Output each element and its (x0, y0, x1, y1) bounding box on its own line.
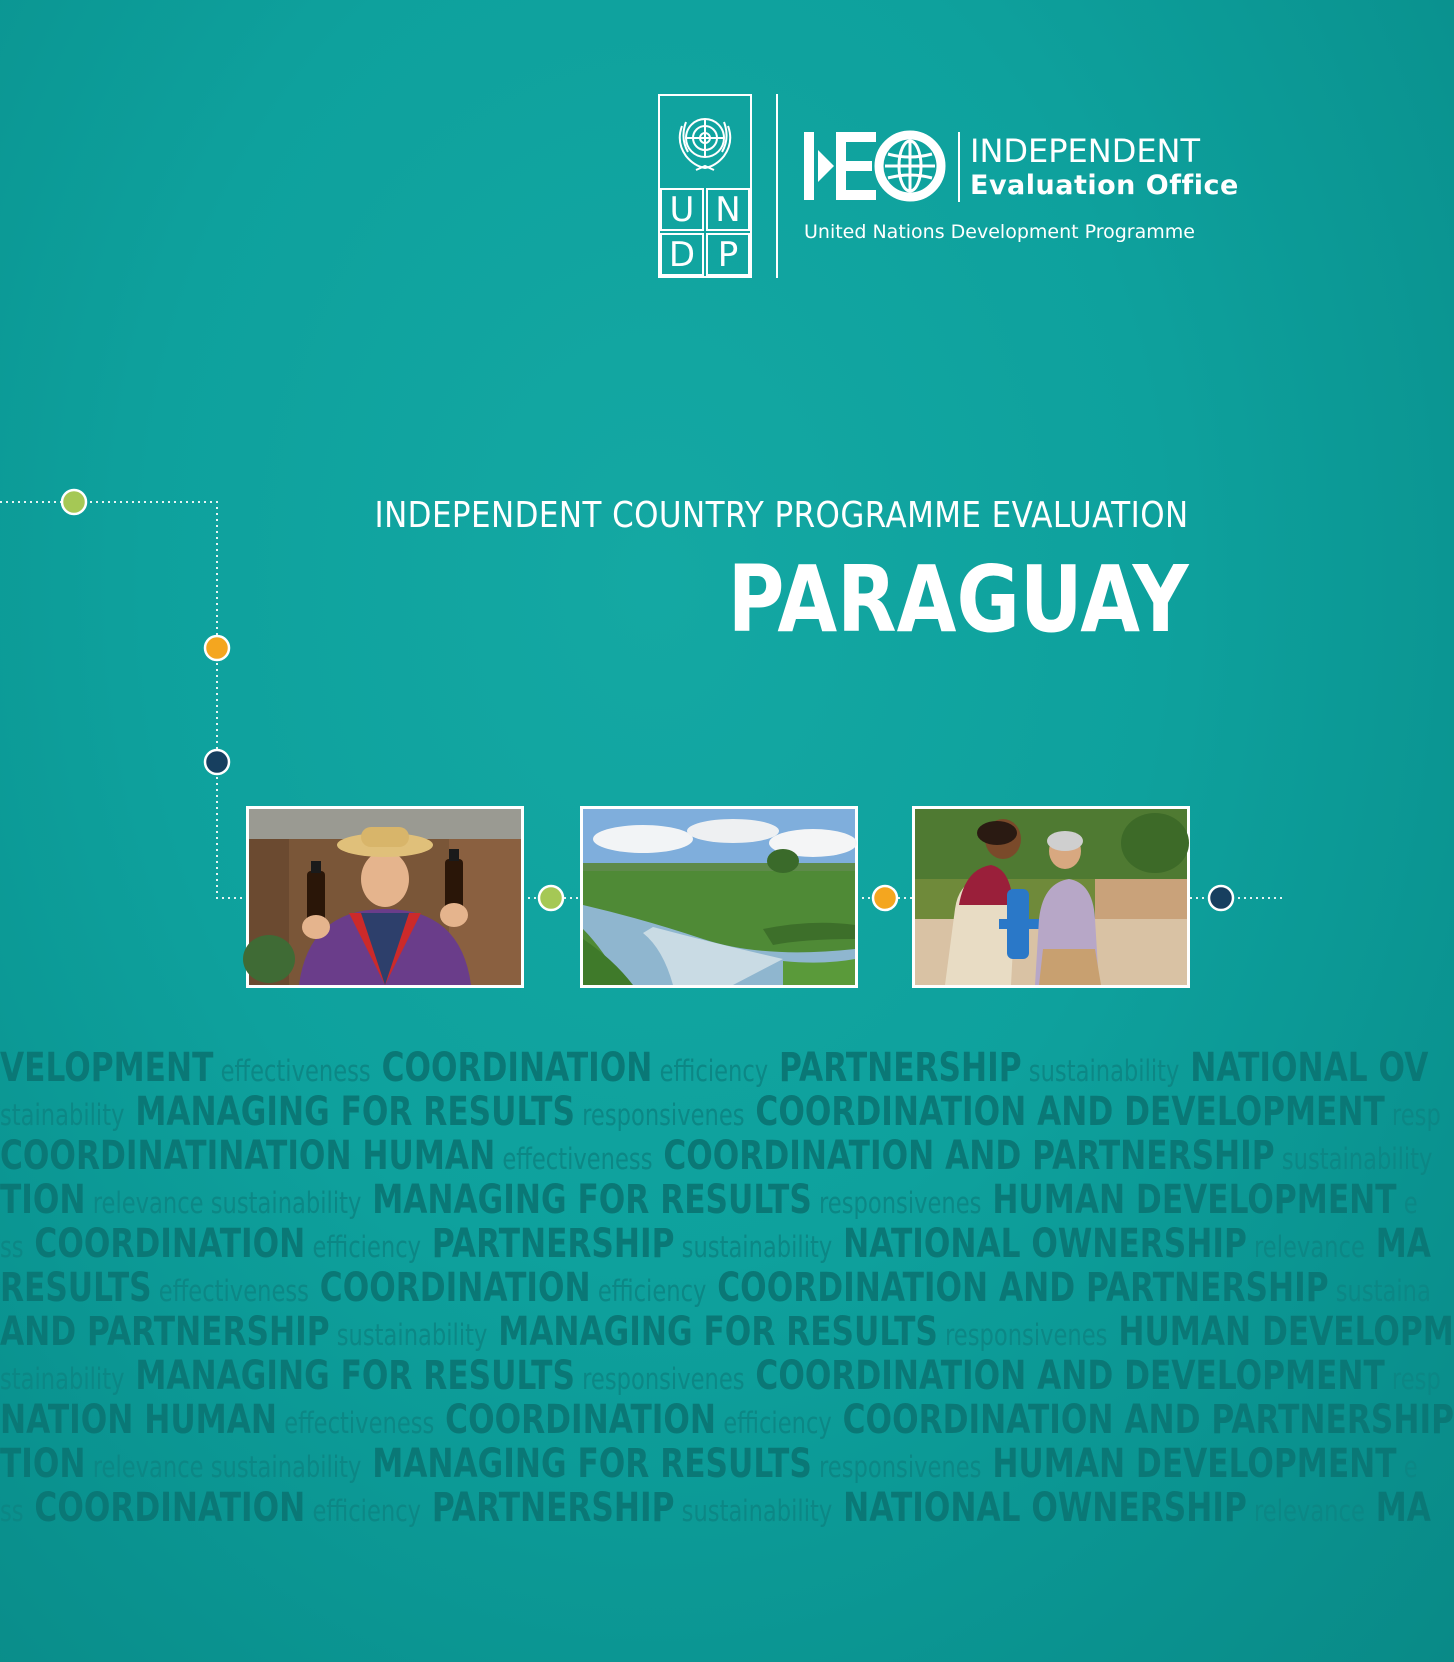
word-cloud-term: MA (1364, 1485, 1431, 1531)
report-title: PARAGUAY (728, 546, 1189, 653)
word-cloud-row (0, 1134, 1432, 1181)
word-cloud-term: effectiveness (151, 1274, 309, 1308)
word-cloud-term: responsivenes (574, 1362, 745, 1396)
word-cloud-row (0, 1222, 1431, 1269)
word-cloud-term: NATIONAL OV (1179, 1045, 1429, 1091)
word-cloud-term: COORDINATION AND DEVELOPMENT (744, 1353, 1385, 1399)
word-cloud-term: COORDINATION (434, 1397, 717, 1443)
word-cloud-term: effectiveness (276, 1406, 435, 1440)
word-cloud-row (0, 1178, 1418, 1225)
word-cloud-term: AND PARTNERSHIP (0, 1309, 330, 1355)
word-cloud-term: responsivenes (811, 1450, 982, 1484)
green-dot-icon (539, 886, 563, 910)
green-dot-icon (62, 490, 86, 514)
word-cloud-term: COORDINATINATION HUMAN (0, 1133, 496, 1179)
word-cloud-term: ss (0, 1494, 24, 1528)
word-cloud-term: COORDINATION AND PARTNERSHIP (706, 1265, 1329, 1311)
word-cloud-term: PARTNERSHIP (768, 1045, 1022, 1091)
word-cloud-term: sustainability (674, 1230, 833, 1264)
word-cloud-row (0, 1398, 1454, 1445)
word-cloud-term: COORDINATION AND PARTNERSHIP (652, 1133, 1275, 1179)
word-cloud-row (0, 1310, 1454, 1357)
word-cloud-term: efficiency (716, 1406, 832, 1440)
undp-letter: U (660, 188, 704, 231)
photo-river-landscape (580, 806, 858, 988)
word-cloud-term: stainability (0, 1362, 125, 1396)
word-cloud-term: HUMAN DEVELOPMENT (981, 1177, 1397, 1223)
ieo-organization: United Nations Development Programme (804, 221, 1195, 243)
word-cloud-term: COORDINATION AND PARTNERSHIP (831, 1397, 1454, 1443)
word-cloud-term: COORDINATION AND DEVELOPMENT (744, 1089, 1385, 1135)
orange-dot-icon (873, 886, 897, 910)
word-cloud-term: sustainability (1021, 1054, 1180, 1088)
ieo-name-line1: INDEPENDENT (970, 132, 1201, 170)
word-cloud-term: MANAGING FOR RESULTS (487, 1309, 938, 1355)
word-cloud-row (0, 1442, 1418, 1489)
word-cloud-term: effectiveness (213, 1054, 371, 1088)
word-cloud-term: relevance sustainability (85, 1186, 362, 1220)
word-cloud-term: COORDINATION (308, 1265, 591, 1311)
word-cloud-term: relevance (1246, 1230, 1365, 1264)
word-cloud-row (0, 1046, 1428, 1093)
undp-letter: D (660, 233, 704, 276)
word-cloud-row (0, 1266, 1431, 1313)
word-cloud-term: e (1396, 1186, 1418, 1220)
word-cloud-term: efficiency (305, 1230, 422, 1264)
word-cloud-term: NATIONAL OWNERSHIP (832, 1485, 1247, 1531)
word-cloud-term: responsivenes (574, 1098, 745, 1132)
word-cloud-term: resp (1384, 1098, 1441, 1132)
word-cloud-term: MANAGING FOR RESULTS (361, 1177, 812, 1223)
word-cloud-term: e (1396, 1450, 1418, 1484)
word-cloud-term: NATIONAL OWNERSHIP (832, 1221, 1247, 1267)
word-cloud-term: efficiency (305, 1494, 422, 1528)
word-cloud-term: PARTNERSHIP (421, 1221, 675, 1267)
word-cloud-term: COORDINATION (23, 1221, 306, 1267)
word-cloud-term: resp (1384, 1362, 1441, 1396)
word-cloud-row (0, 1354, 1441, 1401)
word-cloud-term: MA (1364, 1221, 1431, 1267)
photo-farmer-with-bottles (246, 806, 524, 988)
word-cloud-term: relevance sustainability (85, 1450, 362, 1484)
word-cloud-term: HUMAN DEVELOPMENT (981, 1441, 1397, 1487)
word-cloud-term: COORDINATION (23, 1485, 306, 1531)
word-cloud-term: MANAGING FOR RESULTS (124, 1353, 575, 1399)
undp-letter: N (706, 188, 750, 231)
word-cloud-term: MANAGING FOR RESULTS (124, 1089, 575, 1135)
word-cloud-term: effectiveness (495, 1142, 653, 1176)
word-cloud-term: TION (0, 1441, 86, 1487)
word-cloud-term: HUMAN DEVELOPM (1107, 1309, 1454, 1355)
word-cloud-row (0, 1486, 1431, 1533)
word-cloud-term: stainability (0, 1098, 125, 1132)
report-subtitle: INDEPENDENT COUNTRY PROGRAMME EVALUATION (374, 495, 1189, 536)
navy-dot-icon (1209, 886, 1233, 910)
word-cloud-term: ss (0, 1230, 24, 1264)
word-cloud-term: sustainability (1274, 1142, 1433, 1176)
ieo-name-line2: Evaluation Office (970, 170, 1239, 201)
word-cloud-term: sustaina (1328, 1274, 1431, 1308)
navy-dot-icon (205, 750, 229, 774)
word-cloud-term: MANAGING FOR RESULTS (361, 1441, 812, 1487)
undp-letter: P (706, 233, 750, 276)
word-cloud-term: responsivenes (811, 1186, 982, 1220)
word-cloud-term: TION (0, 1177, 86, 1223)
word-cloud-term: responsivenes (937, 1318, 1108, 1352)
word-cloud-row (0, 1090, 1441, 1137)
orange-dot-icon (205, 636, 229, 660)
word-cloud-term: relevance (1246, 1494, 1365, 1528)
word-cloud-background (0, 1045, 1454, 1531)
photo-women-at-water-pump (912, 806, 1190, 988)
word-cloud-term: sustainability (329, 1318, 488, 1352)
word-cloud-term: VELOPMENT (0, 1045, 214, 1091)
word-cloud-term: NATION HUMAN (0, 1397, 277, 1443)
word-cloud-term: PARTNERSHIP (421, 1485, 675, 1531)
word-cloud-term: efficiency (590, 1274, 707, 1308)
word-cloud-term: COORDINATION (370, 1045, 653, 1091)
word-cloud-term: efficiency (652, 1054, 769, 1088)
word-cloud-term: sustainability (674, 1494, 833, 1528)
word-cloud-term: RESULTS (0, 1265, 152, 1311)
